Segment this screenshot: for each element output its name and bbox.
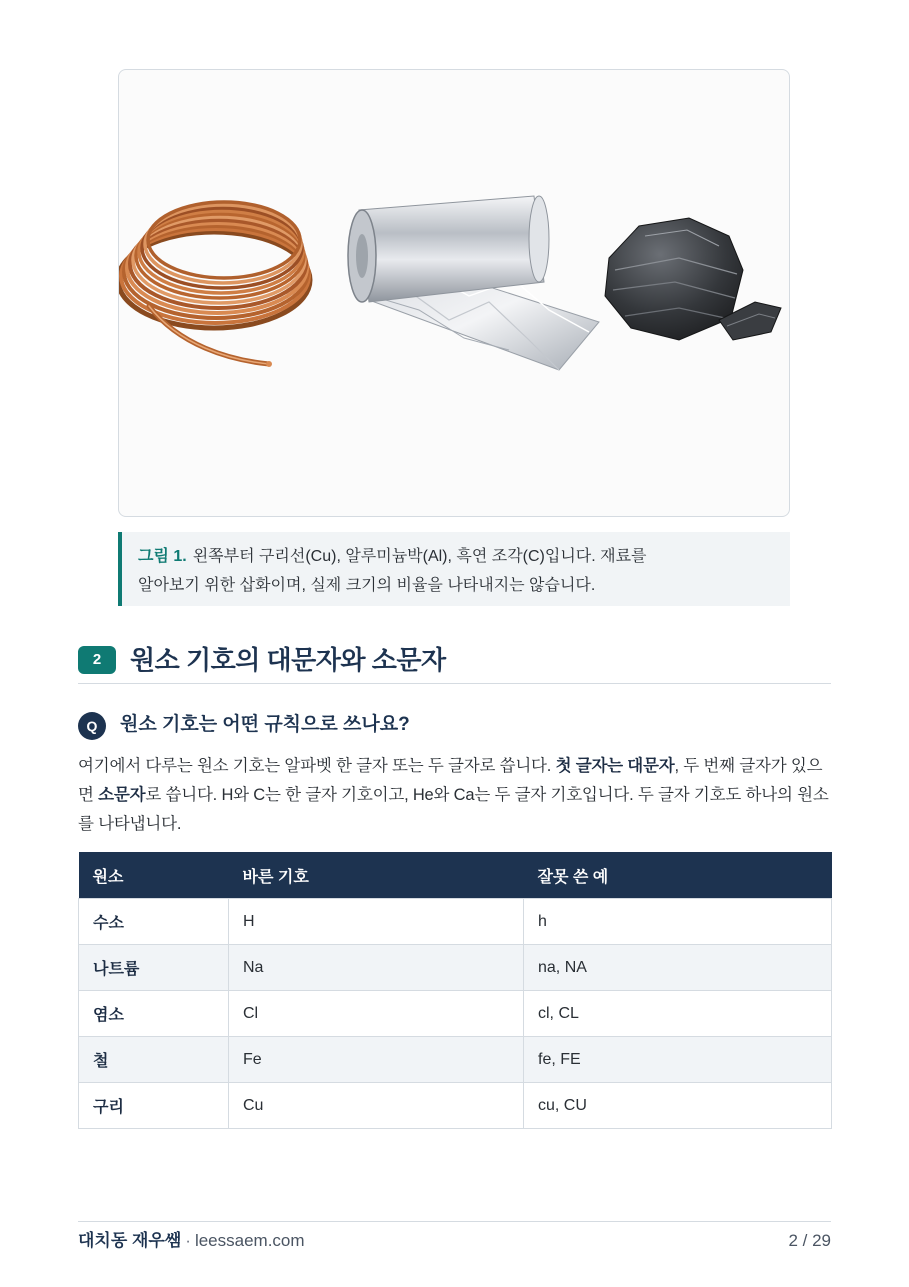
page-footer [78,1221,831,1259]
table-row [79,899,832,945]
body-bold-1: 첫 글자는 대문자 [555,757,675,775]
page-number: 2 / 29 [788,1231,831,1250]
section-number-badge: 2 [78,646,116,674]
copper-wire-illustration [119,202,310,367]
cell-element: 나트륨 [79,945,229,991]
table-row [79,991,832,1037]
element-symbol-table [78,852,832,1129]
cell-element: 염소 [79,991,229,1037]
table-header-row [79,852,832,899]
cell-wrong-example: cl, CL [524,991,832,1037]
table-row [79,945,832,991]
aluminium-foil-illustration [348,196,599,370]
cell-correct-symbol: Fe [229,1037,524,1083]
body-paragraph [78,752,833,839]
caption-text-2: 알아보기 위한 삽화이며, 실제 크기의 비율을 나타내지는 않습니다. [138,577,596,594]
footer-separator: · [185,1231,191,1250]
table-row [79,1083,832,1129]
footer-site-link[interactable]: leessaem.com [194,1231,305,1250]
caption-line-1 [138,542,776,571]
cell-correct-symbol: Cu [229,1083,524,1129]
header-wrong-example: 잘못 쓴 예 [524,852,832,899]
graphite-illustration [605,218,781,340]
figure-caption [118,532,790,606]
caption-label: 그림 1. [138,548,187,565]
body-text-1: 여기에서 다루는 원소 기호는 알파벳 한 글자 또는 두 글자로 씁니다. [78,757,556,775]
section-title: 원소 기호의 대문자와 소문자 [130,645,446,675]
table-row [79,1037,832,1083]
cell-correct-symbol: Cl [229,991,524,1037]
header-correct-symbol: 바른 기호 [229,852,524,899]
question-badge: Q [78,712,106,740]
caption-text-1: 왼쪽부터 구리선(Cu), 알루미늄박(Al), 흑연 조각(C)입니다. 재료를 [192,548,647,565]
cell-element: 수소 [79,899,229,945]
cell-wrong-example: cu, CU [524,1083,832,1129]
question-title: 원소 기호는 어떤 규칙으로 쓰나요? [120,714,410,735]
section-heading [78,640,831,684]
cell-wrong-example: h [524,899,832,945]
cell-wrong-example: fe, FE [524,1037,832,1083]
body-text-2: , 두 번째 글자가 있으면 [78,757,823,804]
cell-element: 철 [79,1037,229,1083]
cell-correct-symbol: H [229,899,524,945]
cell-correct-symbol: Na [229,945,524,991]
body-text-3: 로 씁니다. H와 C는 한 글자 기호이고, He와 Ca는 두 글자 기호입니다. 두 글자 기호도 하나의 원소를 나타냅니다. [78,786,829,833]
cell-element: 구리 [79,1083,229,1129]
header-element: 원소 [79,852,229,899]
footer-brand: 대치동 재우쌤 [78,1231,182,1250]
body-bold-2: 소문자 [98,786,146,804]
cell-wrong-example: na, NA [524,945,832,991]
figure-illustration [118,69,790,517]
